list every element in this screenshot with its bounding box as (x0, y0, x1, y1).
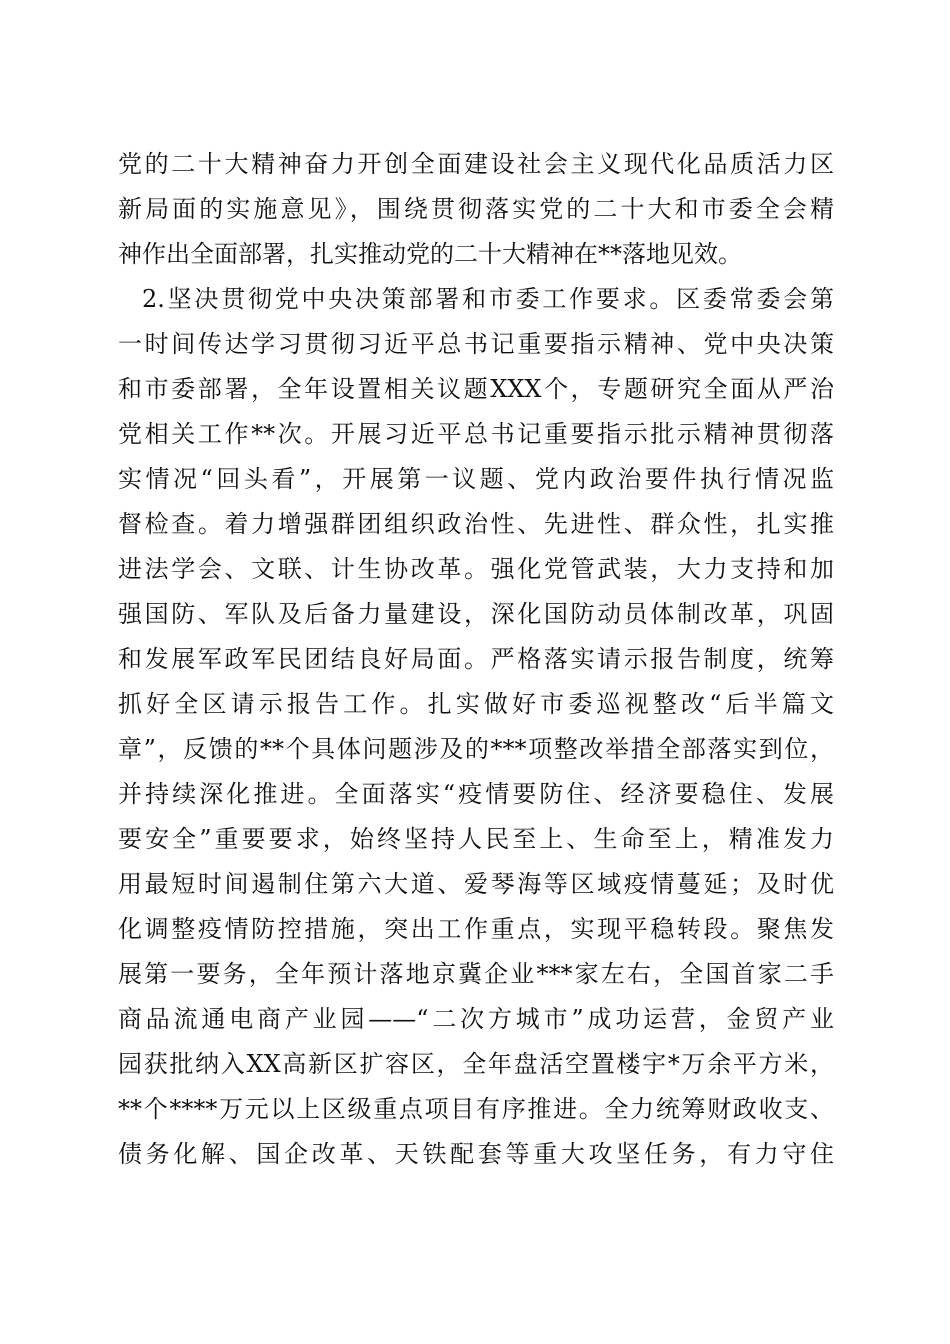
text-line: 和市委部署，全年设置相关议题XXX个，专题研究全面从严治 (118, 375, 834, 403)
text-line: 神作出全面部署，扎实推动党的二十大精神在**落地见效。 (118, 240, 742, 268)
text-line: 一时间传达学习贯彻习近平总书记重要指示精神、党中央决策 (118, 330, 834, 358)
text-line: 新局面的实施意见》，围绕贯彻落实党的二十大和市委全会精 (118, 195, 834, 223)
text-line: 强国防、军队及后备力量建设，深化国防动员体制改革，巩固 (118, 600, 834, 628)
text-line: 化调整疫情防控措施，突出工作重点，实现平稳转段。聚焦发 (118, 915, 834, 943)
text-line: 党相关工作**次。开展习近平总书记重要指示批示精神贯彻落 (118, 420, 834, 448)
text-line: 债务化解、国企改革、天铁配套等重大攻坚任务，有力守住 (118, 1140, 834, 1168)
body-text (118, 142, 834, 1177)
text-line: **个****万元以上区级重点项目有序推进。全力统筹财政收支、 (118, 1095, 834, 1123)
text-line: 实情况“回头看”，开展第一议题、党内政治要件执行情况监 (118, 465, 834, 493)
text-line: 并持续深化推进。全面落实“疫情要防住、经济要稳住、发展 (118, 780, 834, 808)
text-line: 章”，反馈的**个具体问题涉及的***项整改举措全部落实到位， (118, 735, 834, 763)
text-line: 和发展军政军民团结良好局面。严格落实请示报告制度，统筹 (118, 645, 834, 673)
text-line: 展第一要务，全年预计落地京冀企业***家左右，全国首家二手 (118, 960, 834, 988)
text-line: 园获批纳入XX高新区扩容区，全年盘活空置楼宇*万余平方米， (118, 1050, 834, 1078)
text-line: 党的二十大精神奋力开创全面建设社会主义现代化品质活力区 (118, 150, 834, 178)
text-line: 用最短时间遏制住第六大道、爱琴海等区域疫情蔓延；及时优 (118, 870, 834, 898)
text-line: 2.坚决贯彻党中央决策部署和市委工作要求。区委常委会第 (142, 285, 834, 313)
text-line: 督检查。着力增强群团组织政治性、先进性、群众性，扎实推 (118, 510, 834, 538)
text-line: 抓好全区请示报告工作。扎实做好市委巡视整改“后半篇文 (118, 690, 834, 718)
text-line: 进法学会、文联、计生协改革。强化党管武装，大力支持和加 (118, 555, 834, 583)
text-line: 商品流通电商产业园——“二次方城市”成功运营，金贸产业 (118, 1005, 834, 1033)
text-line: 要安全”重要要求，始终坚持人民至上、生命至上，精准发力 (118, 825, 834, 853)
